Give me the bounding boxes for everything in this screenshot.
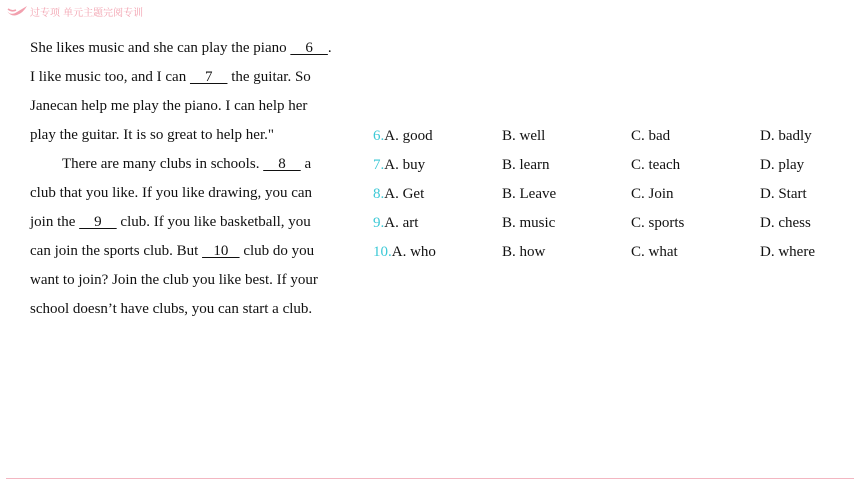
option-c: C. what — [631, 244, 678, 260]
option-d: D. where — [760, 244, 815, 260]
option-a — [373, 180, 424, 209]
question-number: 6. — [373, 128, 385, 144]
question-row — [373, 209, 843, 238]
option-b: B. how — [502, 244, 546, 260]
option-b: B. music — [502, 215, 556, 231]
option-d: D. play — [760, 157, 805, 173]
option-b: B. Leave — [502, 186, 557, 202]
option-d: D. Start — [760, 186, 807, 202]
passage-line — [30, 179, 370, 208]
question-row — [373, 122, 843, 151]
option-a — [373, 122, 433, 151]
passage-text: I like music too, and I can — [30, 69, 190, 85]
answer-blank: 10 — [202, 243, 240, 259]
question-number: 10. — [373, 244, 392, 260]
passage-line — [30, 266, 370, 295]
question-row — [373, 238, 843, 267]
option-a-text: A. art — [384, 215, 419, 231]
passage-text: school doesn’t have clubs, you can start a club. — [30, 301, 313, 317]
option-a — [373, 238, 436, 267]
question-number: 8. — [373, 186, 385, 202]
option-c: C. bad — [631, 128, 671, 144]
passage-text: join the — [30, 214, 80, 230]
passage-text: There are many clubs in schools. — [62, 156, 264, 172]
option-a-text: A. buy — [384, 157, 426, 173]
option-d: D. chess — [760, 215, 811, 231]
option-a — [373, 209, 418, 238]
passage-text: want to join? Join the club you like best. If your — [30, 272, 318, 288]
option-a-text: A. good — [384, 128, 433, 144]
option-c: C. Join — [631, 186, 674, 202]
passage-text: a — [300, 156, 312, 172]
option-d: D. badly — [760, 128, 812, 144]
passage-text: play the guitar. It is so great to help her." — [30, 127, 274, 143]
question-row — [373, 180, 843, 209]
passage-text: She likes music and she can play the piano — [30, 40, 291, 56]
header-title: 过专项 单元主题完阅专训 — [30, 7, 144, 19]
reading-passage — [30, 34, 370, 324]
passage-text: . — [327, 40, 332, 56]
answer-blank: 6 — [290, 40, 328, 56]
option-a-text: A. Get — [384, 186, 425, 202]
passage-text: club do you — [239, 243, 315, 259]
option-c: C. sports — [631, 215, 685, 231]
question-number: 7. — [373, 157, 385, 173]
answer-options — [373, 122, 843, 267]
passage-line — [30, 63, 370, 92]
passage-line — [30, 208, 370, 237]
footer-divider — [6, 478, 854, 479]
question-number: 9. — [373, 215, 385, 231]
option-b: B. learn — [502, 157, 550, 173]
passage-line — [30, 150, 370, 179]
passage-text: club. If you like basketball, you — [116, 214, 311, 230]
passage-line — [30, 295, 370, 324]
option-c: C. teach — [631, 157, 681, 173]
option-a-text: A. who — [391, 244, 436, 260]
passage-line — [30, 34, 370, 63]
question-row — [373, 151, 843, 180]
answer-blank: 7 — [189, 69, 228, 85]
passage-text: the guitar. So — [227, 69, 311, 85]
passage-line — [30, 237, 370, 266]
answer-blank: 9 — [79, 214, 117, 230]
passage-text: can join the sports club. But — [30, 243, 203, 259]
pink-swoosh-icon — [6, 5, 28, 17]
option-b: B. well — [502, 128, 546, 144]
passage-text: Janecan help me play the piano. I can help her — [30, 98, 308, 114]
passage-line — [30, 92, 370, 121]
option-a — [373, 151, 425, 180]
page-header — [6, 3, 143, 19]
answer-blank: 8 — [263, 156, 301, 172]
passage-text: club that you like. If you like drawing, you can — [30, 185, 313, 201]
passage-line — [30, 121, 370, 150]
